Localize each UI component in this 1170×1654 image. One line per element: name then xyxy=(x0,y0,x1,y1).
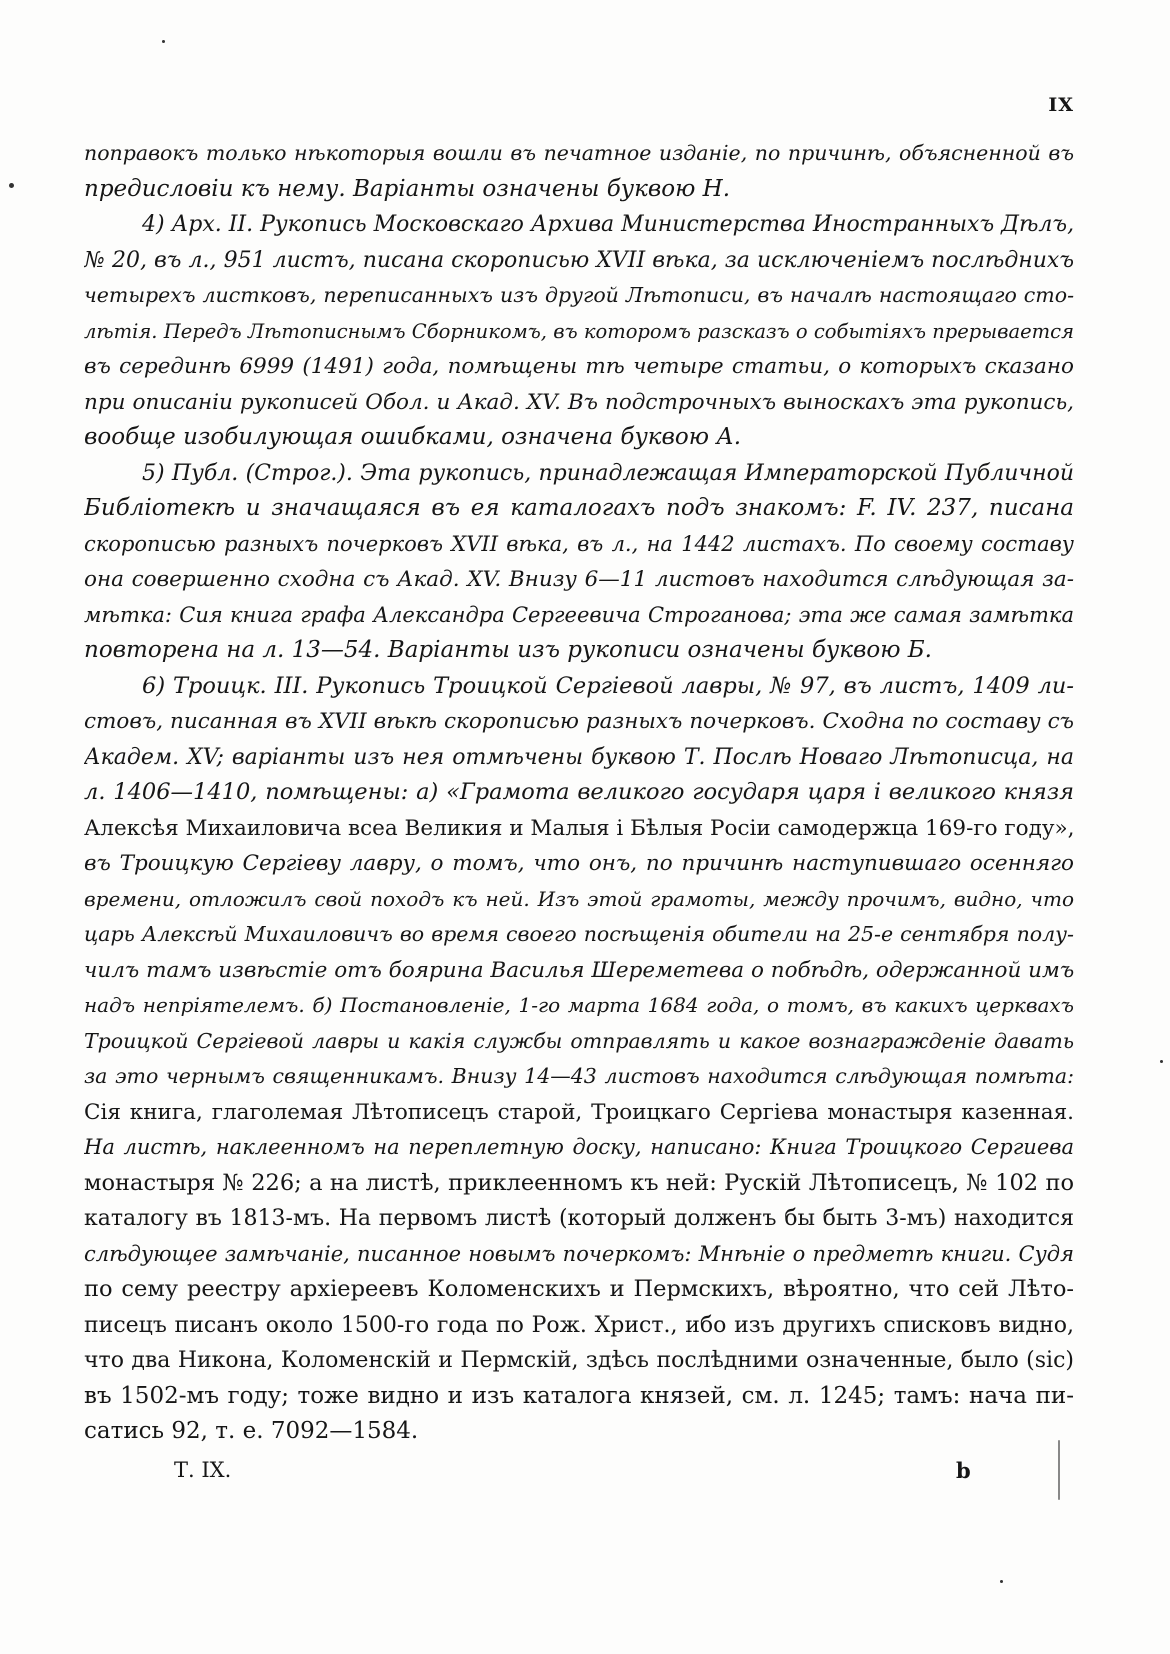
text-line: чилъ тамъ извѣстіе отъ боярина Василья Шереметева о побѣдѣ, одержанной имъ xyxy=(84,957,1074,983)
text-line: каталогу въ 1813-мъ. На первомъ листѣ (который долженъ бы быть 3-мъ) находится xyxy=(84,1206,1074,1231)
text-line: что два Никона, Коломенскій и Пермскій, здѣсь послѣдними означенные, было (sic) xyxy=(84,1348,1074,1373)
text-line: л. 1406—1410, помѣщены: а) «Грамота великого государя царя і великого князя xyxy=(84,779,1074,805)
text-line: предисловіи къ нему. Варіанты означены буквою Н. xyxy=(84,175,730,202)
text-line: Академ. XV; варіанты изъ нея отмѣчены буквою Т. Послѣ Новаго Лѣтописца, на xyxy=(84,744,1074,770)
text-line: стовъ, писанная въ XVII вѣкѣ скорописью разныхъ почерковъ. Сходна по составу съ xyxy=(84,709,1074,734)
text-line: 4) Арх. II. Рукопись Московскаго Архива Министерства Иностранныхъ Дѣлъ, xyxy=(142,212,1074,237)
scan-speck xyxy=(9,183,14,188)
text-line: Алексѣя Михаиловича всеа Великия и Малыя і Бѣлыя Росіи самодержца 169-го году», xyxy=(84,815,1074,841)
text-line: повторена на л. 13—54. Варіанты изъ рукописи означены буквою Б. xyxy=(84,637,932,663)
text-line: № 20, въ л., 951 листъ, писана скорописью XVII вѣка, за исключеніемъ послѣднихъ xyxy=(84,247,1074,273)
text-line: времени, отложилъ свой походъ къ ней. Изъ этой грамоты, между прочимъ, видно, что xyxy=(84,886,1074,911)
text-line: поправокъ только нѣкоторыя вошли въ печатное изданіе, по причинѣ, объясненной въ xyxy=(84,141,1074,165)
text-line: по сему реестру архіереевъ Коломенскихъ и Пермскихъ, вѣроятно, что сей Лѣто- xyxy=(84,1276,1074,1302)
text-line: монастыря № 226; а на листѣ, приклеенномъ къ ней: Рускій Лѣтописецъ, № 102 по xyxy=(84,1169,1074,1196)
text-line: На листѣ, наклеенномъ на переплетную доску, написано: Книга Троицкого Сергиева xyxy=(84,1135,1074,1159)
scan-speck xyxy=(1000,1580,1003,1583)
text-body xyxy=(84,136,1074,1450)
text-line: скорописью разныхъ почерковъ XVII вѣка, въ л., на 1442 листахъ. По своему составу xyxy=(84,531,1074,556)
text-line: за это чернымъ священникамъ. Внизу 14—43 листовъ находится слѣдующая помѣта: xyxy=(84,1064,1074,1088)
scan-speck xyxy=(162,40,165,43)
page-number: IX xyxy=(1048,94,1074,116)
text-line: 6) Троицк. III. Рукопись Троицкой Сергіевой лавры, № 97, въ листъ, 1409 ли- xyxy=(142,672,1074,699)
text-line: лѣтія. Передъ Лѣтописнымъ Сборникомъ, въ которомъ разсказъ о событіяхъ прерывается xyxy=(84,319,1074,343)
scan-speck xyxy=(1058,1440,1060,1500)
text-line: слѣдующее замѣчаніе, писанное новымъ почеркомъ: Мнѣніе о предметѣ книги. Судя xyxy=(84,1241,1074,1266)
text-line: мѣтка: Сия книга графа Александра Сергеевича Строганова; эта же самая замѣтка xyxy=(84,602,1074,627)
text-line: надъ непріятелемъ. б) Постановленіе, 1-го марта 1684 года, о томъ, въ какихъ церквахъ xyxy=(84,993,1074,1017)
footer-signature: b xyxy=(956,1458,971,1483)
text-line: четырехъ листковъ, переписанныхъ изъ другой Лѣтописи, въ началѣ настоящаго сто- xyxy=(84,283,1074,307)
text-line: въ серединѣ 6999 (1491) года, помѣщены тѣ четыре статьи, о которыхъ сказано xyxy=(84,354,1074,379)
scan-speck xyxy=(1160,1060,1163,1063)
text-line: писецъ писанъ около 1500-го года по Рож. Христ., ибо изъ другихъ списковъ видно, xyxy=(84,1312,1074,1338)
text-line: Библіотекѣ и значащаяся въ ея каталогахъ подъ знакомъ: F. IV. 237, писана xyxy=(84,495,1074,521)
text-line: Сія книга, глаголемая Лѣтописецъ старой, Троицкаго Сергіева монастыря казенная. xyxy=(84,1099,1074,1125)
text-line: вообще изобилующая ошибками, означена буквою А. xyxy=(84,424,742,450)
text-line: въ Троицкую Сергіеву лавру, о томъ, что онъ, по причинѣ наступившаго осенняго xyxy=(84,851,1074,876)
text-line: она совершенно сходна съ Акад. XV. Внизу 6—11 листовъ находится слѣдующая за- xyxy=(84,567,1074,592)
text-line: 5) Публ. (Строг.). Эта рукопись, принадлежащая Императорской Публичной xyxy=(142,460,1074,486)
text-line: царь Алексѣй Михаиловичъ во время своего посѣщенія обители на 25-е сентября полу- xyxy=(84,922,1074,946)
text-line: при описаніи рукописей Обол. и Акад. XV. Въ подстрочныхъ выноскахъ эта рукопись, xyxy=(84,389,1074,415)
footer-volume: Т. IX. xyxy=(174,1458,232,1482)
text-line: въ 1502-мъ году; тоже видно и изъ каталога князей, см. л. 1245; тамъ: нача пи- xyxy=(84,1382,1074,1409)
text-line: Троицкой Сергіевой лавры и какія службы отправлять и какое вознагражденіе давать xyxy=(84,1028,1074,1053)
text-line: сатись 92, т. е. 7092—1584. xyxy=(84,1418,419,1444)
